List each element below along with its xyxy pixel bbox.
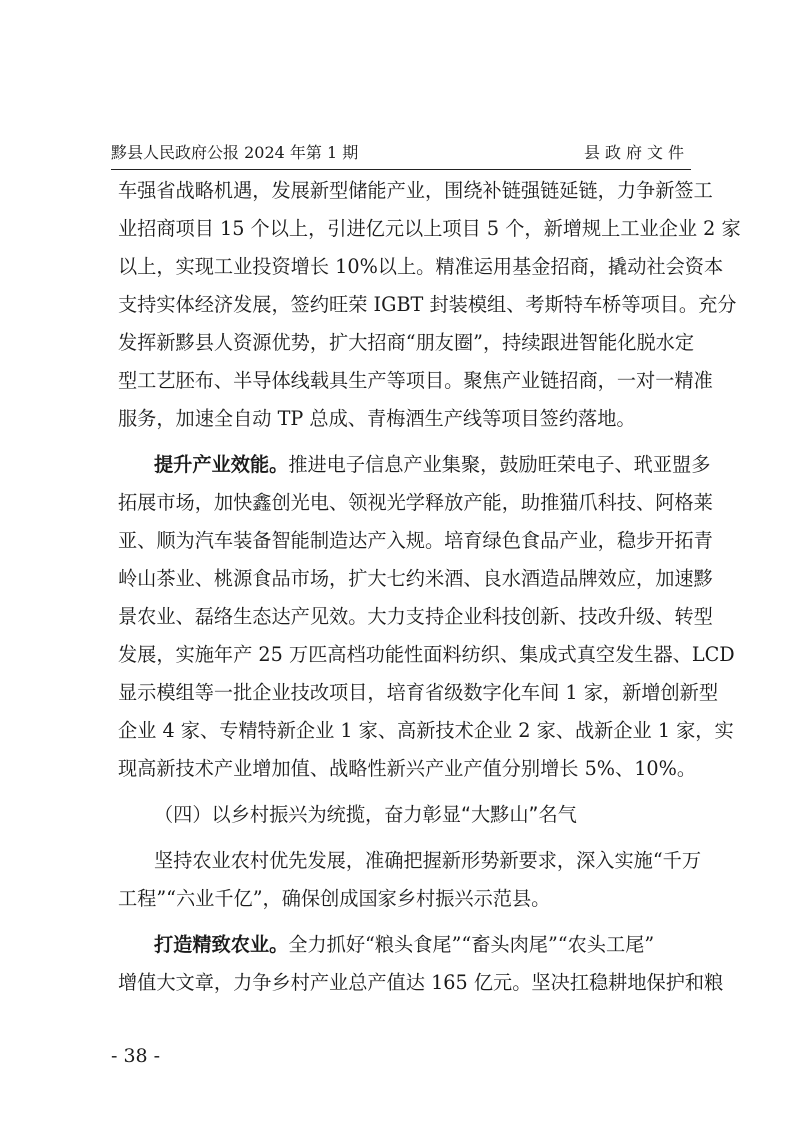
body-line: 显示模组等一批企业技改项目，培育省级数字化车间 1 家，新增创新型 [118, 681, 719, 704]
document-body [118, 172, 741, 1002]
body-line: 型工艺胚布、半导体线载具生产等项目。聚焦产业链招商，一对一精准 [118, 369, 713, 392]
body-line: 景农业、磊络生态达产见效。大力支持企业科技创新、技改升级、转型 [118, 605, 713, 628]
body-line: 发挥新黟县人资源优势，扩大招商“朋友圈”，持续跟进智能化脱水定 [118, 331, 695, 354]
body-line: 以上，实现工业投资增长 10%以上。精准运用基金招商，撬动社会资本 [118, 255, 724, 278]
body-line: 服务，加速全自动 TP 总成、青梅酒生产线等项目签约落地。 [118, 407, 636, 430]
body-line: 拓展市场，加快鑫创光电、领视光学释放产能，助推猫爪科技、阿格莱 [118, 491, 713, 514]
paragraph-lead-title: 打造精致农业。 [154, 933, 289, 956]
body-line: 亚、顺为汽车装备智能制造达产入规。培育绿色食品产业，稳步开拓青 [118, 529, 713, 552]
body-line: 岭山茶业、桃源食品市场，扩大七约米酒、良水酒造品牌效应，加速黟 [118, 567, 713, 590]
paragraph-lead-text: 全力抓好“粮头食尾”“畜头肉尾”“农头工尾” [288, 933, 655, 956]
body-line: 增值大文章，力争乡村产业总产值达 165 亿元。坚决扛稳耕地保护和粮 [118, 971, 724, 994]
paragraph-lead-text: 推进电子信息产业集聚，鼓励旺荣电子、玳亚盟多 [288, 453, 711, 476]
publication-title: 黟县人民政府公报 2024 年第 1 期 [111, 143, 359, 162]
document-header [111, 140, 689, 166]
body-line: 支持实体经济发展，签约旺荣 IGBT 封装模组、考斯特车桥等项目。充分 [118, 293, 737, 316]
page-number: - 38 - [111, 1045, 161, 1067]
body-line: 坚持农业农村优先发展，准确把握新形势新要求，深入实施“千万 [154, 849, 702, 872]
body-line: 工程”“六业千亿”，确保创成国家乡村振兴示范县。 [118, 887, 551, 910]
section-heading: （四）以乡村振兴为统揽，奋力彰显“大黟山”名气 [154, 803, 577, 826]
body-line: 企业 4 家、专精特新企业 1 家、高新技术企业 2 家、战新企业 1 家，实 [118, 719, 734, 742]
paragraph-first-line [118, 926, 698, 964]
body-line: 发展，实施年产 25 万匹高档功能性面料纺织、集成式真空发生器、LCD [118, 643, 735, 666]
header-rule [111, 169, 691, 170]
paragraph-first-line [118, 446, 711, 484]
body-line: 现高新技术产业增加值、战略性新兴产业产值分别增长 5%、10%。 [118, 757, 697, 780]
section-label: 县政府文件 [583, 143, 689, 162]
paragraph-lead-title: 提升产业效能。 [154, 453, 289, 476]
body-line: 业招商项目 15 个以上，引进亿元以上项目 5 个，新增规上工业企业 2 家 [118, 217, 741, 240]
body-line: 车强省战略机遇，发展新型储能产业，围绕补链强链延链，力争新签工 [118, 179, 713, 202]
